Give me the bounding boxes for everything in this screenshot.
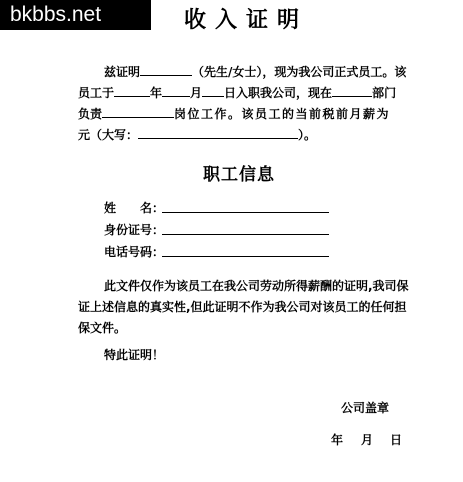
name-blank [140,63,192,76]
intro-line-3 [78,105,390,122]
date-day: 日 [390,433,403,447]
position-blank [102,105,174,118]
intro-text: 部门 [372,86,397,100]
intro-text: 年 [150,86,163,100]
intro-text: 元（大写： [78,128,139,142]
month-blank [162,84,190,97]
name-line [162,212,329,213]
intro-text: 兹证明 [104,65,141,79]
date-month: 月 [361,433,374,447]
intro-text: （先生/女士），现为我公司正式员工。该 [192,65,407,79]
id-label: 身份证号： [104,223,165,237]
name-label: 姓 名： [104,201,165,215]
phone-line [162,256,329,257]
year-blank [114,84,150,97]
phone-label: 电话号码： [104,245,165,259]
intro-text: 负责 [78,107,103,121]
intro-line-2 [78,84,396,101]
disclaimer-line-3: 保文件。 [78,321,127,335]
section-title: 职工信息 [203,165,275,185]
intro-text: 员工于 [78,86,115,100]
date-year: 年 [331,433,344,447]
intro-line-1 [104,63,406,80]
intro-text: ）。 [298,128,317,142]
intro-text: 月 [190,86,203,100]
special-statement: 特此证明！ [104,348,165,362]
day-blank [202,84,224,97]
id-line [162,234,329,235]
disclaimer-line-1: 此文件仅作为该员工在我公司劳动所得薪酬的证明,我司保 [104,279,409,293]
dept-blank [332,84,372,97]
intro-text: 日入职我公司，现在 [224,86,333,100]
salary-words-blank [138,126,298,139]
watermark-logo: bkbbs.net [0,0,151,30]
page-title: 收入证明 [184,8,309,33]
intro-text: 岗位工作。该员工的当前税前月薪为 [174,107,391,121]
disclaimer-line-2: 证上述信息的真实性,但此证明不作为我公司对该员工的任何担 [78,300,407,314]
intro-line-4 [78,126,316,143]
company-stamp-label: 公司盖章 [341,401,390,415]
